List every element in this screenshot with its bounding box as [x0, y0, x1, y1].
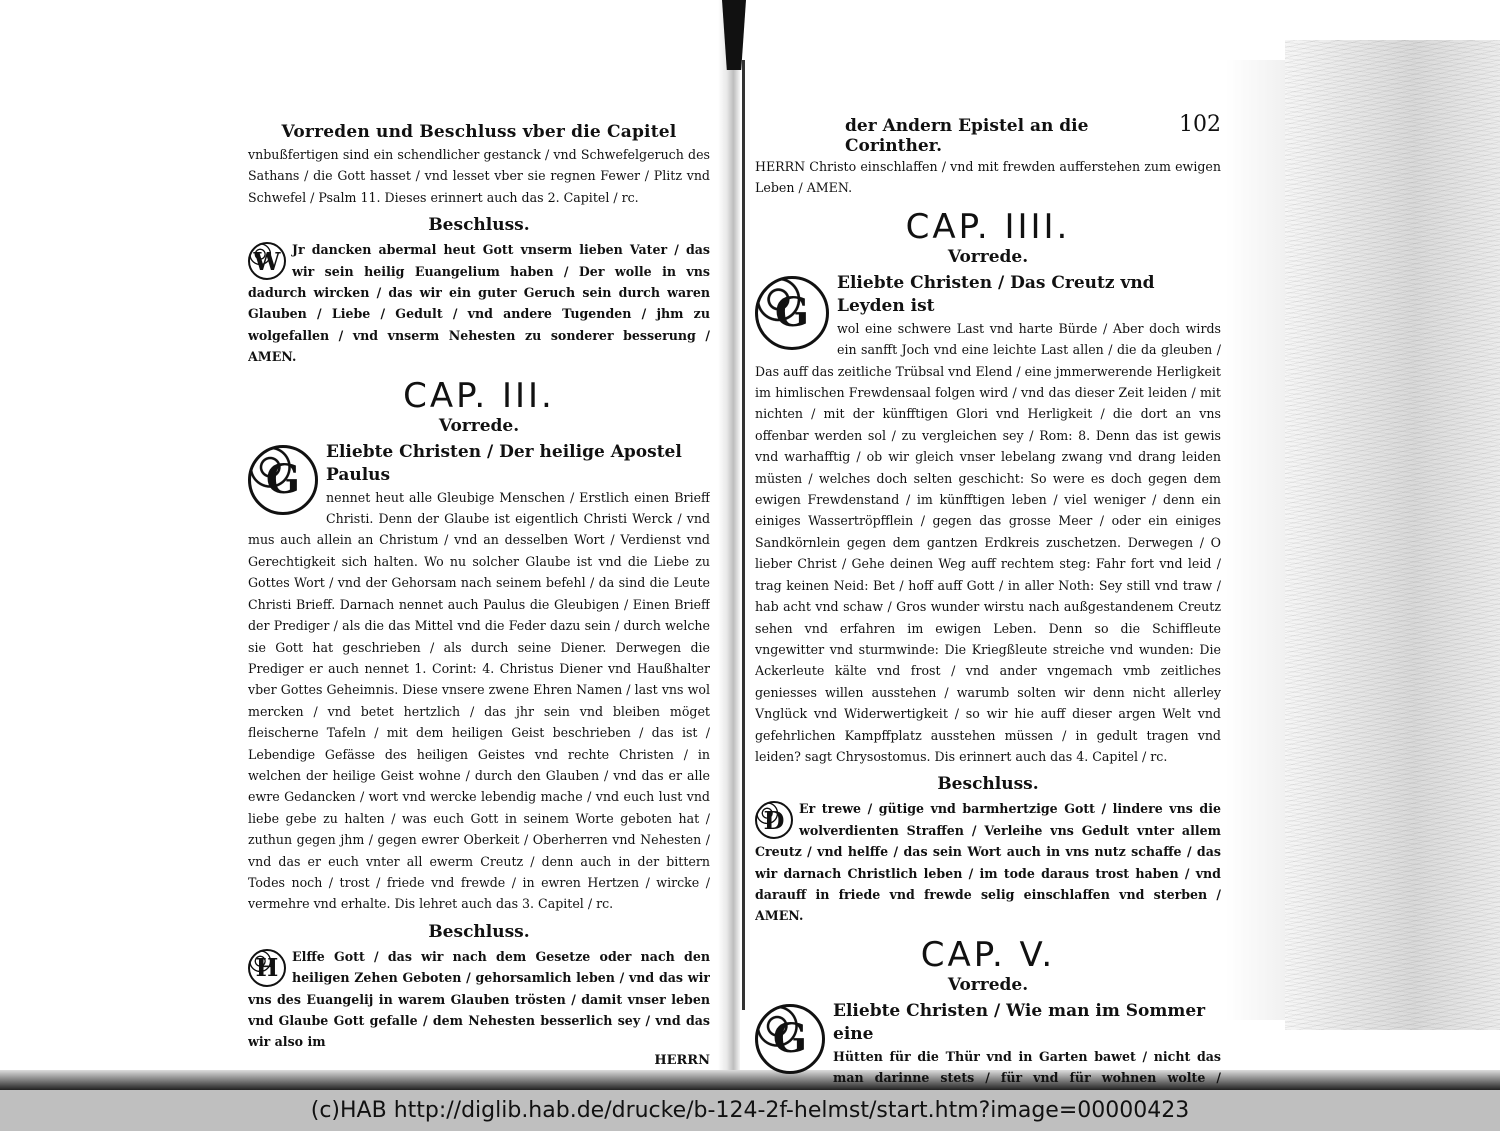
vorrede-paragraph: [755, 272, 1221, 768]
copyright-url-text: (c)HAB http://diglib.hab.de/drucke/b-124-2f-helmst/start.htm?image=00000423: [310, 1098, 1190, 1123]
gutter-line: [742, 60, 745, 1010]
running-header: der Andern Epistel an die Corinther.: [845, 116, 1089, 156]
beschluss-paragraph: [755, 798, 1221, 926]
beschluss-text: Jr dancken abermal heut Gott vnserm lieben Vater / das wir sein heilig Euangelium haben / Der wolle in vns dadurch wircken / das wir ein guter Geruch sein durch waren Glauben / Liebe / Gedult / vnd andere Tugenden / jhm zu wolgefallen / vnd vnserm Nehesten zu sonderer besserung / AMEN.: [248, 242, 710, 365]
book-fold-shadow: [718, 0, 740, 1090]
beschluss-text: Elffe Gott / das wir nach dem Gesetze oder nach den heiligen Zehen Geboten / gehorsamlich leben / vnd das wir vns des Euangelij in warem Glauben trösten / damit vnser leben vnd Glaube Gott gefalle / dem Nehesten besserlich sey / vnd das wir also im: [248, 948, 710, 1050]
vorrede-first-line: Eliebte Christen / Der heilige Apostel Paulus: [326, 441, 682, 485]
chapter-title: CAP. III.: [403, 375, 555, 416]
running-header: Vorreden und Beschluss vber die Capitel: [281, 122, 677, 142]
ornamental-initial: G: [755, 1004, 825, 1074]
catchword: HERRN: [654, 1052, 710, 1068]
vorrede-heading: Vorrede.: [947, 246, 1029, 267]
left-page: [248, 122, 710, 1068]
vorrede-first-line: Eliebte Christen / Das Creutz vnd Leyden ist: [837, 272, 1155, 316]
beschluss-paragraph: [248, 239, 710, 367]
scanner-bottom-edge: [0, 1070, 1500, 1090]
ornamental-initial: G: [248, 445, 318, 515]
beschluss-text: Er trewe / gütige vnd barmhertzige Gott / lindere vns die wolverdienten Straffen / Verleihe vns Gedult vnter allem Creutz / vnd helffe / das sein Wort auch in vns nutz schaffe / das wir darnach Christlich leben / im tode daraus trost haben / vnd darauff in friede vnd frewde selig einschlaffen vnd sterben / AMEN.: [755, 801, 1221, 924]
vorrede-heading: Vorrede.: [438, 415, 520, 436]
intro-paragraph: vnbußfertigen sind ein schendlicher gestanck / vnd Schwefelgeruch des Sathans / die Gott hasset / vnd lesset vber sie regnen Fewer / Plitz vnd Schwefel / Psalm 11. Dieses erinnert auch das 2. Capitel / rc.: [248, 147, 710, 205]
vorrede-text: nennet heut alle Gleubige Menschen / Erstlich einen Brieff Christi. Denn der Glaube ist eigentlich Christi Werck / vnd mus auch allein an Christum / vnd an desselben Wort / Verdienst vnd Gerechtigkeit sich halten. Wo nu solcher Glaube ist vnd die Liebe zu Gottes Wort / vnd der Gehorsam nach seinem befehl / da sind die Leute Christi Brieff. Darnach nennet auch Paulus die Gleubigen / Einen Brieff der Prediger / als die das Mittel vnd die Feder dazu sein / durch welche sie Gott hat geschrieben / als durch seine Diener. Derwegen die Prediger er auch nennet 1. Corint: 4. Christus Diener vnd Haußhalter vber Gottes Geheimnis. Diese vnsere zwene Ehren Namen / last vns wol mercken / vnd betet hertzlich / das jhr sein vnd bleiben möget fleischerne Tafeln / mit dem heiligen Geist beschrieben / das ist / Lebendige Gefässe des heiligen Geistes vnd rechte Christen / in welchen der heilige Geist wohne / durch den Glauben / vnd das er alle ewre Gedancken / wort vnd wercke lebendig mache / vnd euch lust vnd liebe gebe zu halten / was euch Gott in seinem Worte geboten hat / zuthun gegen jhm / gegen ewrer Oberkeit / Oberherren vnd Nehesten / vnd das er euch vnter all ewerm Creutz / denn auch in der bittern Todes noch / trost / friede vnd frewde / in ewren Hertzen / wircke / vermehre vnd erhalte. Dis lehret auch das 3. Capitel / rc.: [248, 489, 710, 912]
ornamental-initial: G: [755, 276, 829, 350]
decorated-initial: D: [755, 801, 793, 839]
right-page: [755, 112, 1221, 1090]
vorrede-text: wol eine schwere Last vnd harte Bürde / Aber doch wirds ein sanfft Joch vnd eine leichte Last allen / die da gleuben / Das auff das zeitliche Trübsal vnd Elend / eine jmmerwerende Herligkeit im himlischen Frewdensaal folgen wird / vnd das dieser Zeit leiden / mit nichten / mit der künfftigen Glori vnd Herligkeit / die dort an vns offenbar werden sol / zu vergleichen sey / Rom: 8. Denn das ist gewis vnd warhafftig / ob wir gleich vnser lebelang zwang vnd drang leiden müsten / welches doch selten geschicht: So were es doch gegen dem ewigen Frewdenstand / im künfftigen leben / viel weniger / denn ein einiges Wassertröpfflein / gegen das grosse Meer / oder ein einiges Sandkörnlein gegen dem gantzen Erdkreis zuschetzen. Derwegen / O lieber Christ / Gehe deinen Weg auff rechtem steg: Fahr fort vnd leid / trag keinen Neid: Bet / hoff auff Gott / in aller Noth: Sey still vnd traw / hab acht vnd schaw / Gros wunder wirstu nach außgestandenem Creutz sehen vnd erfahren im ewigen Leben. Denn so die Schiffleute vngewitter vnd sturmwinde: Die Kriegßleute streiche vnd wunden: Die Ackerleute kälte vnd frost / vnd ander vngemach vmb zeitliches geniesses willen ausstehen / warumb solten wir denn nicht allerley Vnglück vnd Widerwertigkeit / so wir hie auff dieser argen Welt vnd gefehrlichen Kampffplatz ausstehen müssen / in gedult tragen vnd leiden? sagt Chrysostomus. Dis erinnert auch das 4. Capitel / rc.: [755, 320, 1221, 764]
vorrede-paragraph: [755, 1000, 1221, 1090]
beschluss-paragraph: [248, 946, 710, 1053]
beschluss-heading: Beschluss.: [428, 215, 530, 236]
decorated-initial: H: [248, 949, 286, 987]
copyright-footer: [0, 1090, 1500, 1131]
running-header-row: [755, 112, 1221, 156]
page-edge: [1226, 60, 1286, 1020]
beschluss-heading: Beschluss.: [428, 921, 530, 942]
vorrede-first-line: Eliebte Christen / Wie man im Sommer eine: [833, 1000, 1206, 1044]
chapter-title: CAP. IIII.: [905, 206, 1071, 247]
decorated-initial: W: [248, 242, 286, 280]
chapter-title: CAP. V.: [920, 934, 1056, 975]
scan-noise-margin: [1285, 40, 1500, 1030]
beschluss-heading: Beschluss.: [937, 774, 1039, 795]
carry-over-text: HERRN Christo einschlaffen / vnd mit frewden aufferstehen zum ewigen Leben / AMEN.: [755, 159, 1221, 196]
page-number: 102: [1179, 112, 1221, 137]
vorrede-heading: Vorrede.: [947, 974, 1029, 995]
vorrede-text: Hütten für die Thür vnd in Garten bawet / nicht das man darinne stets / für vnd für wohnen wolte /: [833, 1048, 1221, 1086]
vorrede-paragraph: [248, 441, 710, 915]
